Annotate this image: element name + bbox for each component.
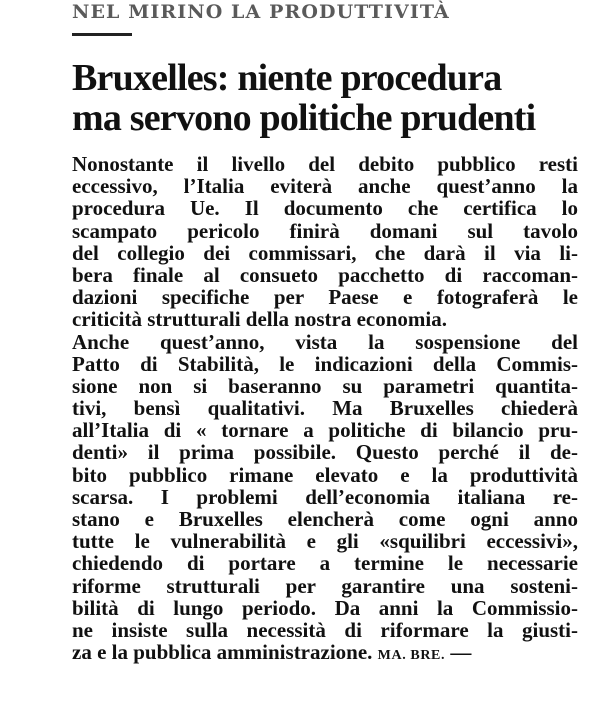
headline-line: Bruxelles: niente procedura	[72, 57, 502, 99]
body-line: del collegio dei commissari, che darà il via li-	[72, 240, 578, 265]
body-line: Anche quest’anno, vista la sospensione del	[72, 329, 578, 354]
body-line: scarsa. I problemi dell’economia italiana re-	[72, 484, 578, 509]
body-line: denti» il prima possibile. Questo perché il de-	[72, 440, 578, 465]
body-line: stano e Bruxelles elencherà come ogni anno	[72, 507, 578, 531]
headline-line: ma servono politiche prudenti	[72, 97, 536, 139]
body-line: sione non si baseranno su parametri quantita-	[72, 373, 578, 398]
headline	[72, 58, 592, 138]
body-line: tivi, bensì qualitativi. Ma Bruxelles chiederà	[72, 396, 578, 421]
body-line: procedura Ue. Il documento che certifica lo	[72, 196, 578, 221]
body-line: riforme strutturali per garantire una sosteni-	[72, 573, 578, 598]
body-line: chiedendo di portare a termine le necessarie	[72, 551, 578, 576]
kicker-rule	[72, 33, 132, 36]
end-mark: —	[450, 640, 472, 665]
body-line: bito pubblico rimane elevato e la produttività	[72, 462, 578, 487]
body-line-final	[72, 641, 578, 663]
body-line: Nonostante il livello del debito pubblico resti	[72, 152, 578, 176]
body-line-text: za e la pubblica amministrazione.	[72, 640, 373, 665]
body-line: tutte le vulnerabilità e gli «squilibri eccessivi»,	[72, 529, 578, 554]
body-line: criticità strutturali della nostra economia.	[72, 307, 448, 332]
body-line: scampato pericolo finirà domani sul tavolo	[72, 218, 578, 243]
kicker: NEL MIRINO LA PRODUTTIVITÀ	[72, 1, 450, 23]
body-line: dazioni specifiche per Paese e fotograferà le	[72, 285, 578, 310]
body-line: bilità di lungo periodo. Da anni la Commissio-	[72, 595, 578, 620]
body-line: bera finale al consueto pacchetto di raccoman-	[72, 262, 578, 287]
article-body	[72, 153, 578, 663]
body-line: ne insiste sulla necessità di riformare la giusti-	[72, 617, 578, 642]
body-line: Patto di Stabilità, le indicazioni della Commis-	[72, 351, 578, 376]
byline: MA. BRE.	[377, 648, 446, 664]
body-line: eccessivo, l’Italia eviterà anche quest’anno la	[72, 174, 578, 199]
body-line: all’Italia di « tornare a politiche di bilancio pru-	[72, 418, 578, 443]
